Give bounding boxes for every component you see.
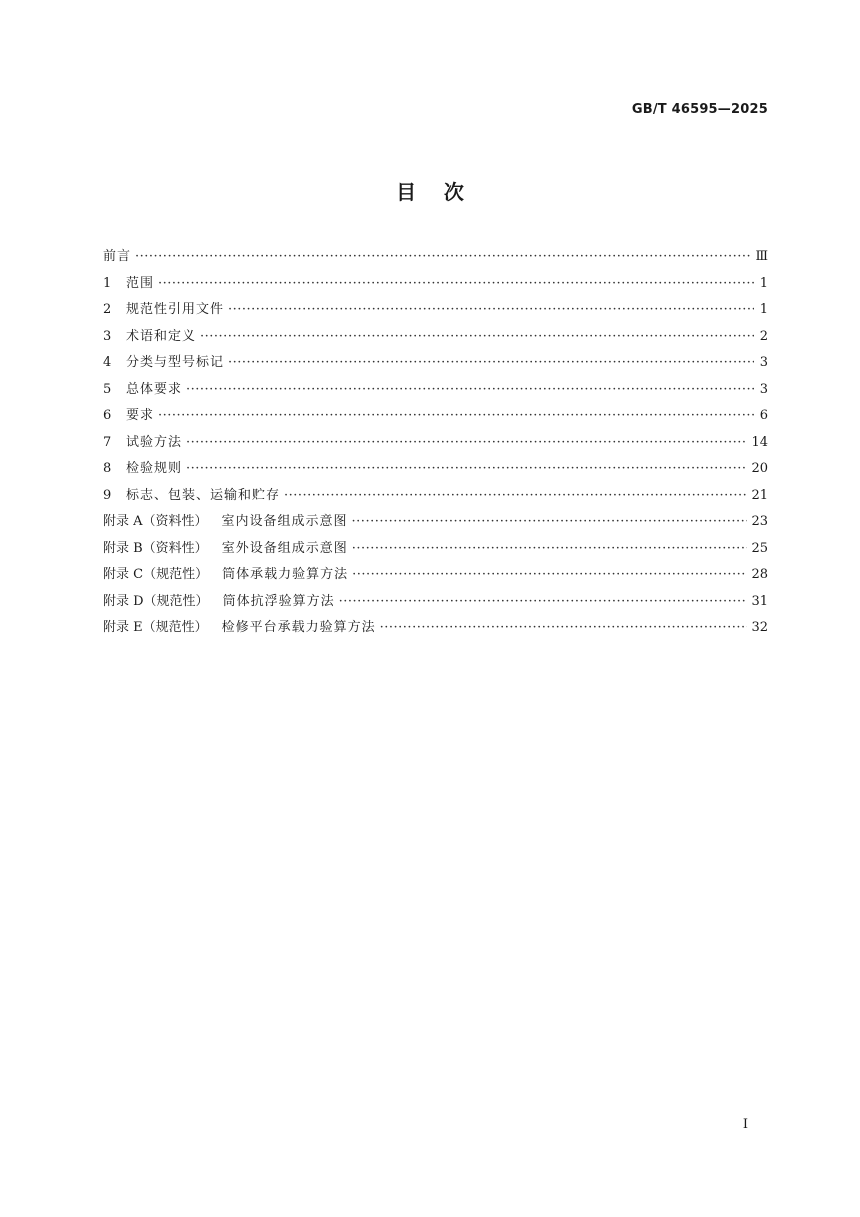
toc-label: 检验规则 (126, 461, 183, 476)
toc-page: 32 (751, 620, 768, 635)
toc-number: 1 (103, 275, 112, 291)
toc-number: 3 (103, 328, 112, 344)
toc-label: 检修平台承载力验算方法 (221, 620, 376, 635)
toc-entry[interactable] (103, 536, 768, 563)
toc-label: 总体要求 (126, 381, 183, 397)
toc-leader (158, 403, 754, 430)
toc-label: 试验方法 (126, 434, 183, 450)
toc-entry[interactable] (103, 562, 768, 589)
toc-number: 7 (103, 434, 112, 450)
toc-label: 范围 (126, 275, 155, 291)
toc-entry[interactable] (103, 377, 768, 404)
toc-page: Ⅲ (755, 249, 768, 264)
toc-entry[interactable] (103, 456, 768, 483)
toc-leader (380, 615, 748, 642)
standard-number: GB/T 46595—2025 (631, 102, 768, 117)
toc-label: 术语和定义 (126, 328, 197, 344)
toc-leader (228, 350, 754, 377)
toc-label: 室外设备组成示意图 (221, 540, 348, 556)
toc-entry[interactable] (103, 403, 768, 430)
toc-leader (186, 456, 747, 483)
toc-page: 31 (751, 593, 768, 609)
table-of-contents (103, 244, 768, 642)
toc-page: 6 (759, 408, 768, 423)
toc-page: 21 (751, 487, 768, 503)
toc-number: 8 (103, 461, 112, 476)
toc-number: 5 (103, 381, 112, 397)
toc-annex-prefix: 附录 C（规范性） (103, 567, 209, 582)
toc-entry[interactable] (103, 430, 768, 457)
toc-leader (352, 509, 748, 536)
toc-number: 9 (103, 487, 112, 503)
page-title: 目 次 (396, 180, 464, 204)
page-number: I (742, 1117, 748, 1132)
toc-annex-prefix: 附录 B（资料性） (103, 540, 208, 556)
toc-leader (228, 297, 754, 324)
toc-leader (284, 483, 747, 510)
toc-page: 3 (759, 355, 768, 370)
toc-page: 25 (751, 540, 768, 556)
toc-annex-prefix: 附录 D（规范性） (103, 593, 209, 609)
toc-label: 要求 (126, 408, 155, 423)
toc-leader (186, 377, 754, 404)
toc-page: 23 (751, 514, 768, 529)
toc-entry[interactable] (103, 483, 768, 510)
toc-entry[interactable] (103, 589, 768, 616)
toc-page: 2 (759, 328, 768, 344)
toc-entry[interactable] (103, 615, 768, 642)
toc-leader (352, 562, 747, 589)
toc-entry[interactable] (103, 244, 768, 271)
toc-entry[interactable] (103, 350, 768, 377)
toc-label: 室内设备组成示意图 (221, 514, 348, 529)
toc-page: 1 (759, 275, 768, 291)
toc-label: 筒体抗浮验算方法 (222, 593, 335, 609)
toc-leader (186, 430, 747, 457)
toc-label: 标志、包装、运输和贮存 (126, 487, 281, 503)
toc-entry[interactable] (103, 297, 768, 324)
toc-entry[interactable] (103, 509, 768, 536)
toc-page: 14 (751, 434, 768, 450)
toc-leader (158, 271, 754, 298)
toc-leader (135, 244, 751, 271)
toc-label: 前言 (103, 249, 132, 264)
toc-label: 规范性引用文件 (126, 302, 225, 317)
toc-entry[interactable] (103, 271, 768, 298)
toc-annex-prefix: 附录 A（资料性） (103, 514, 208, 529)
toc-label: 筒体承载力验算方法 (222, 567, 349, 582)
toc-leader (339, 589, 748, 616)
toc-number: 2 (103, 302, 112, 317)
toc-page: 28 (751, 567, 768, 582)
toc-entry[interactable] (103, 324, 768, 351)
toc-label: 分类与型号标记 (126, 355, 225, 370)
toc-leader (352, 536, 748, 563)
toc-leader (200, 324, 754, 351)
toc-annex-prefix: 附录 E（规范性） (103, 620, 208, 635)
toc-page: 1 (759, 302, 768, 317)
toc-number: 4 (103, 355, 112, 370)
toc-page: 3 (759, 381, 768, 397)
toc-page: 20 (751, 461, 768, 476)
toc-number: 6 (103, 408, 112, 423)
